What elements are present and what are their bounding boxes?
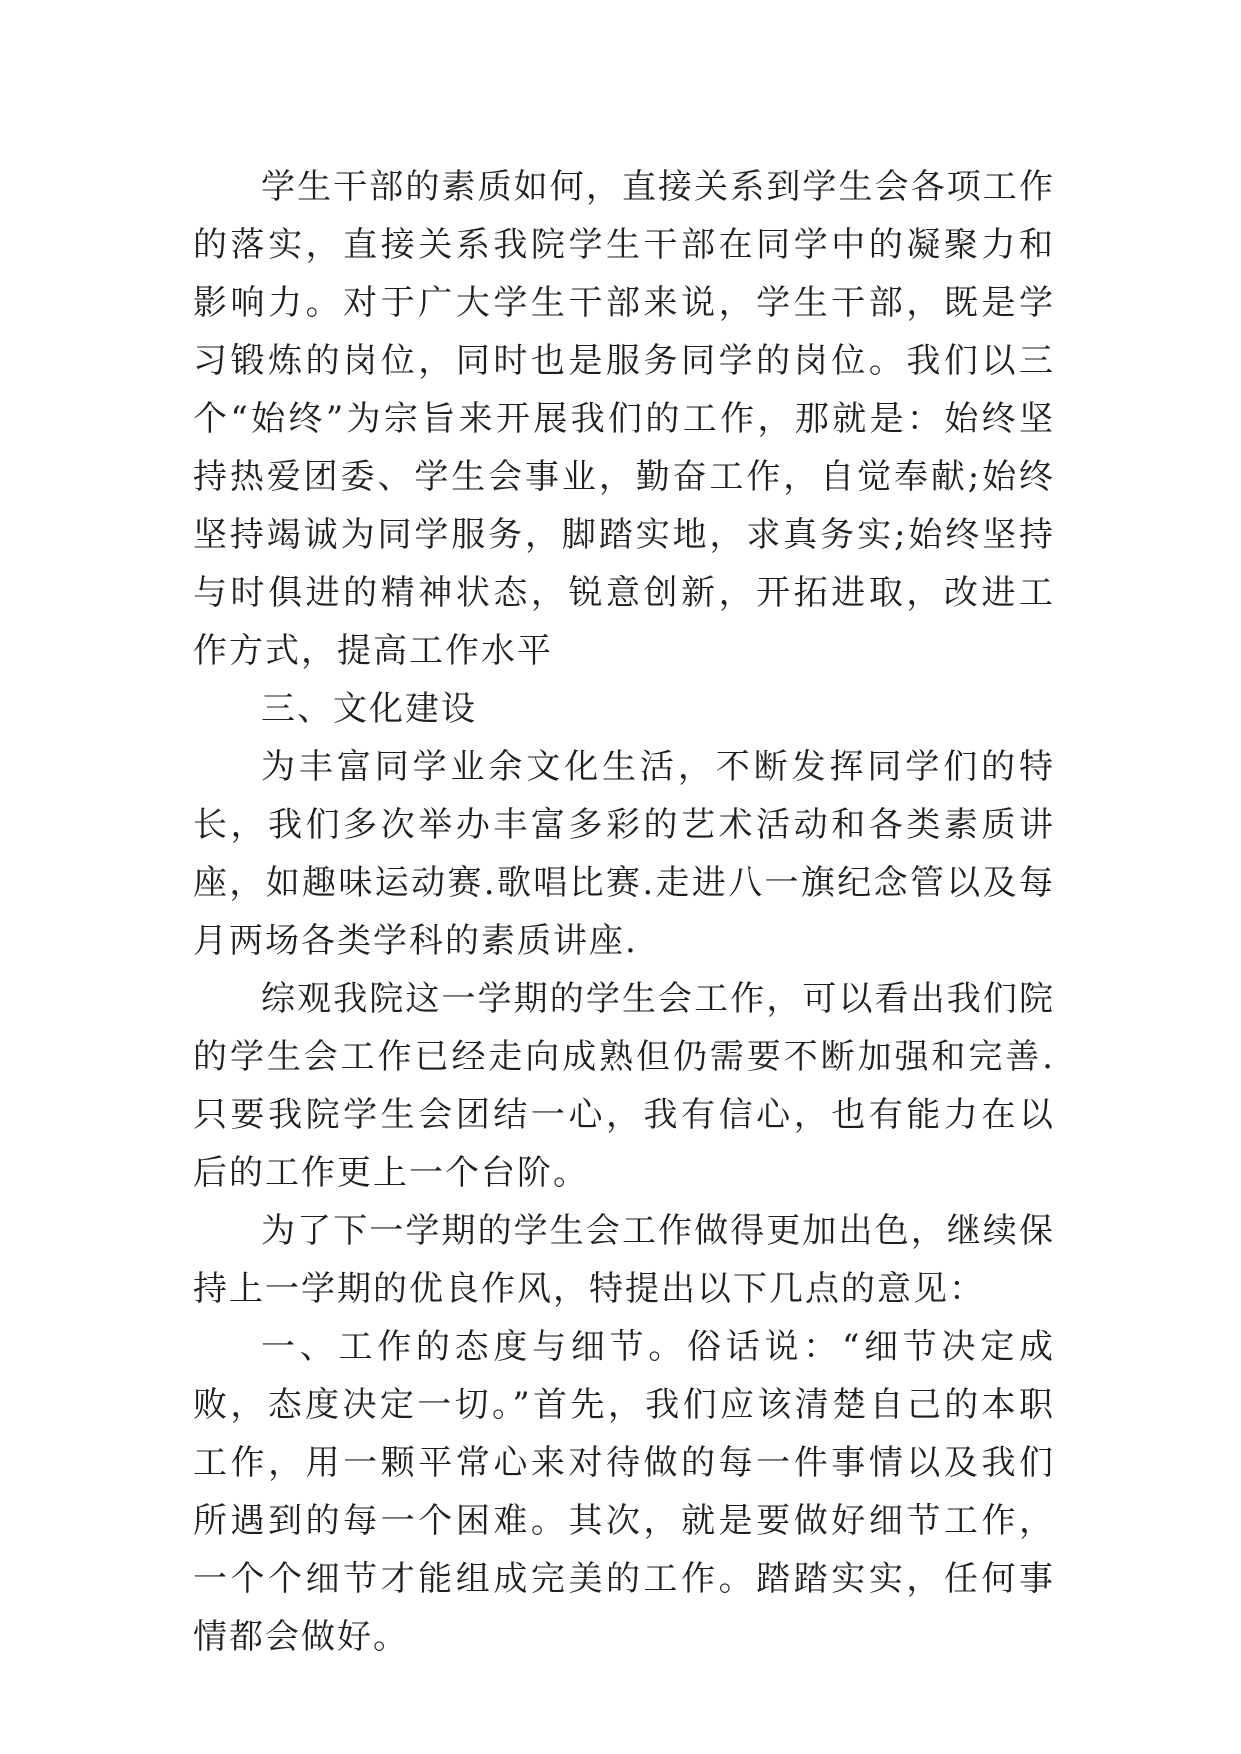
- section-heading-culture: 三、文化建设: [261, 689, 477, 729]
- paragraph-student-cadres: 学生干部的素质如何，直接关系到学生会各项工作的落实，直接关系我院学生干部在同学中的凝聚力和影响力。对于广大学生干部来说，学生干部，既是学习锻炼的岗位，同时也是服务同学的岗位。我们以三个“始终”为宗旨来开展我们的工作，那就是：始终坚持热爱团委、学生会事业，勤奋工作，自觉奉献;始终坚持竭诚为同学服务，脚踏实地，求真务实;始终坚持与时俱进的精神状态，锐意创新，开拓进取，改进工作方式，提高工作水平: [193, 167, 1055, 671]
- document-body: [193, 158, 1055, 1666]
- paragraph-semester-review: 综观我院这一学期的学生会工作，可以看出我们院的学生会工作已经走向成熟但仍需要不断加强和完善. 只要我院学生会团结一心，我有信心，也有能力在以后的工作更上一个台阶。: [193, 979, 1055, 1193]
- paragraph-attitude-details: 一、工作的态度与细节。俗话说：“细节决定成败，态度决定一切。”首先，我们应该清楚自己的本职工作，用一颗平常心来对待做的每一件事情以及我们所遇到的每一个困难。其次，就是要做好细节工作，一个个细节才能组成完美的工作。踏踏实实，任何事情都会做好。: [193, 1327, 1055, 1657]
- paragraph-cultural-activities: 为丰富同学业余文化生活，不断发挥同学们的特长，我们多次举办丰富多彩的艺术活动和各类素质讲座，如趣味运动赛.歌唱比赛.走进八一旗纪念管以及每月两场各类学科的素质讲座.: [193, 747, 1055, 961]
- paragraph-suggestions-intro: 为了下一学期的学生会工作做得更加出色，继续保持上一学期的优良作风，特提出以下几点的意见：: [193, 1211, 1055, 1309]
